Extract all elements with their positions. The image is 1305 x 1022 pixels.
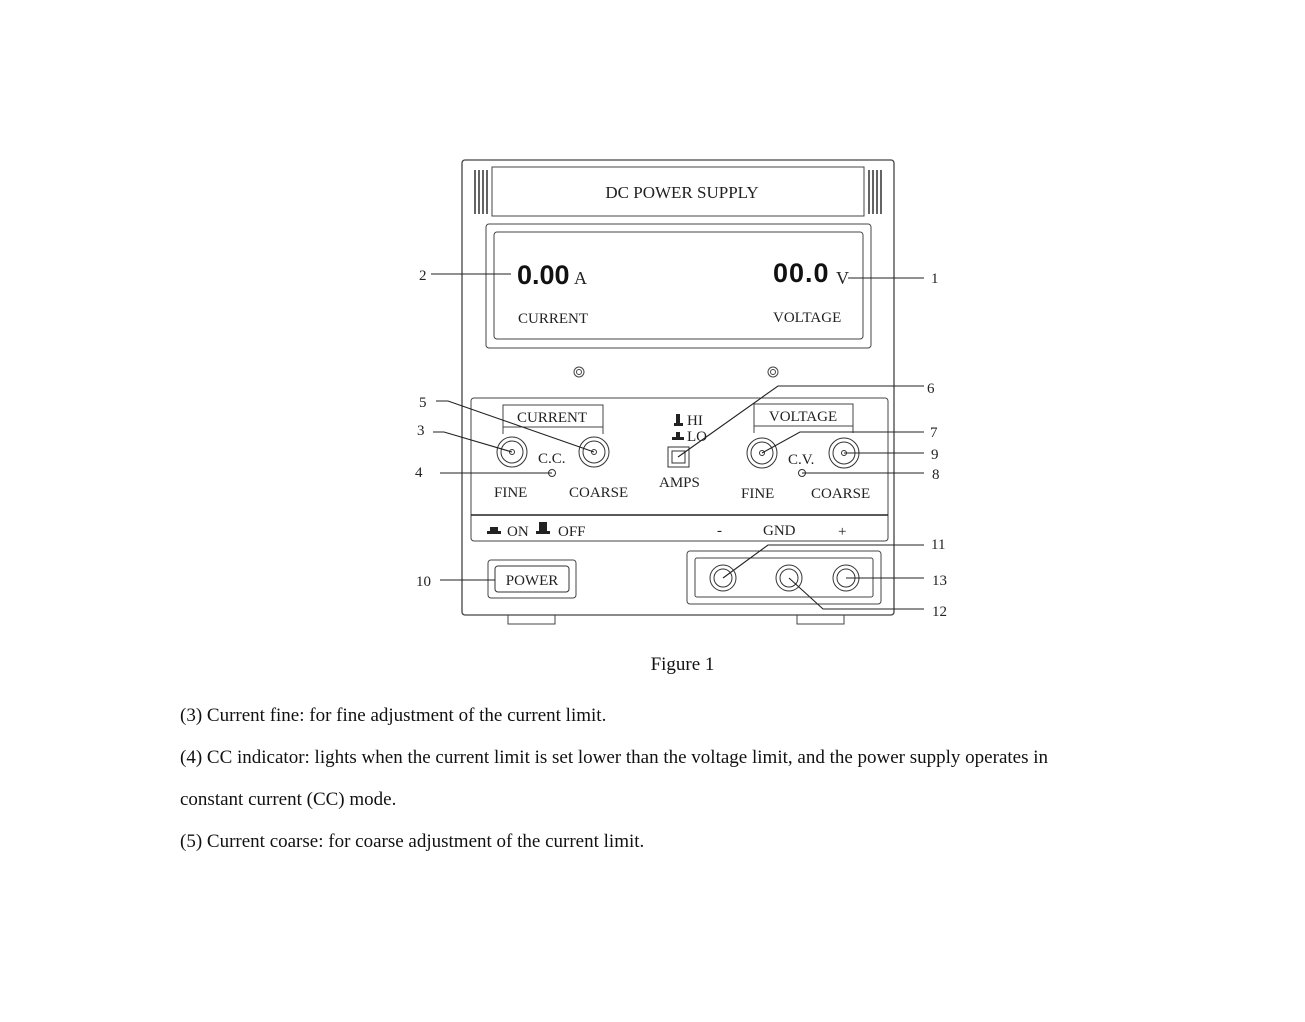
voltage-group-label: VOLTAGE [768,409,838,425]
voltage-fine-label: FINE [741,486,775,502]
power-button[interactable] [495,566,569,592]
panel-title: DC POWER SUPPLY [605,183,759,202]
current-readout-label: CURRENT [518,311,589,327]
hi-label: HI [687,413,703,429]
cc-label: C.C. [538,451,566,467]
paragraph-cc-indicator-cont: constant current (CC) mode. [180,789,397,810]
current-group-label: CURRENT [516,410,588,426]
chassis-outline [462,160,894,615]
hi-switch-icon [674,414,683,426]
callout-number: 11 [931,537,946,553]
on-label: ON [507,524,529,540]
voltage-coarse-label: COARSE [811,486,871,502]
grille-left [475,170,487,214]
callout-number: 13 [932,573,947,589]
off-label: OFF [558,524,586,540]
screw-right [768,367,778,377]
lo-switch-icon [672,432,684,440]
paragraph-current-coarse: (5) Current coarse: for coarse adjustment of the current limit. [180,831,645,852]
paragraph-cc-indicator: (4) CC indicator: lights when the current limit is set lower than the voltage limit, and the power supply operates in [180,747,1049,768]
callout-number: 1 [931,271,939,287]
amps-label: AMPS [659,475,700,491]
power-label: POWER [505,573,559,589]
grille-right [869,170,881,214]
callout-number: 10 [416,574,431,590]
callout-number: 8 [932,467,940,483]
callout-numbers [415,268,947,620]
voltage-readout-label: VOLTAGE [773,310,842,326]
plus-label: + [838,524,847,540]
voltage-readout: 00.0 [773,258,830,288]
screw-left [574,367,584,377]
callout-number: 6 [927,381,935,397]
callout-number: 3 [417,423,425,439]
foot-right [797,615,844,624]
voltage-unit: V [836,268,849,288]
current-unit: A [574,268,587,288]
foot-left [508,615,555,624]
callout-number: 4 [415,465,423,481]
current-coarse-label: COARSE [569,485,629,501]
current-readout: 0.00 [517,260,570,290]
on-switch-icon [487,527,501,534]
callout-number: 7 [930,425,938,441]
callout-number: 2 [419,268,427,284]
off-switch-icon [536,522,550,534]
lo-label: LO [687,429,707,445]
callout-number: 12 [932,604,947,620]
leader-lines [431,274,924,609]
current-fine-label: FINE [494,485,528,501]
minus-label: - [717,523,722,539]
callout-number: 5 [419,395,427,411]
figure-caption: Figure 1 [650,654,715,675]
cv-label: C.V. [788,452,815,468]
paragraph-current-fine: (3) Current fine: for fine adjustment of the current limit. [180,705,607,726]
gnd-label: GND [763,523,796,539]
callout-number: 9 [931,447,939,463]
